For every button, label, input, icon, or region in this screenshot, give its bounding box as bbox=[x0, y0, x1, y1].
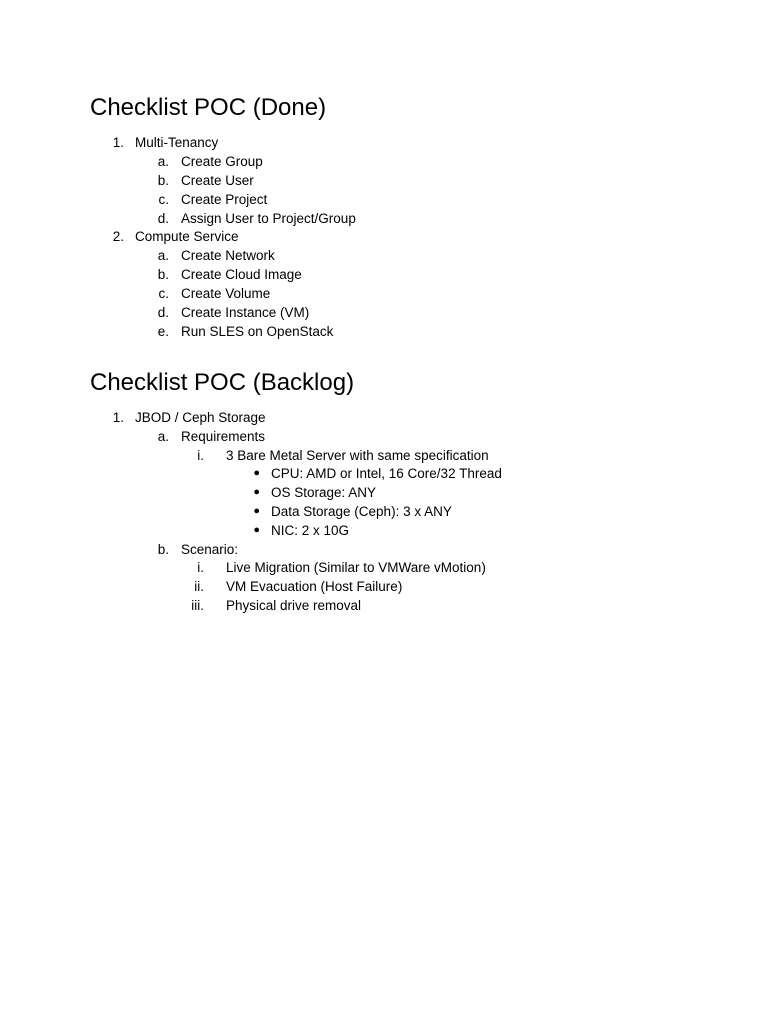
list-item-text: Create Volume bbox=[181, 286, 271, 301]
list-item-text: Live Migration (Similar to VMWare vMotion) bbox=[226, 560, 486, 575]
list-marker: iii. bbox=[191, 598, 204, 613]
list-marker: b. bbox=[157, 173, 169, 188]
list-item-text: Create Network bbox=[181, 248, 275, 263]
list-item-text: Create Project bbox=[181, 192, 268, 207]
list-marker: c. bbox=[158, 192, 169, 207]
list-item-text: Create Cloud Image bbox=[181, 267, 302, 282]
list-item-text: Compute Service bbox=[135, 229, 239, 244]
bullet-icon: ● bbox=[253, 486, 260, 498]
list-marker: i. bbox=[197, 448, 204, 463]
section-heading-done: Checklist POC (Done) bbox=[90, 94, 327, 121]
list-item-text: Run SLES on OpenStack bbox=[181, 324, 334, 339]
list-marker: 1. bbox=[112, 135, 124, 150]
list-item-text: Create Group bbox=[181, 154, 263, 169]
list-item-text: VM Evacuation (Host Failure) bbox=[226, 579, 403, 594]
list-marker: b. bbox=[157, 267, 169, 282]
list-item-text: Create User bbox=[181, 173, 254, 188]
list-item-text: JBOD / Ceph Storage bbox=[135, 410, 266, 425]
list-item-text: Requirements bbox=[181, 429, 266, 444]
bullet-icon: ● bbox=[253, 467, 260, 479]
bullet-icon: ● bbox=[253, 524, 260, 536]
list-marker: e. bbox=[157, 324, 169, 339]
list-marker: 1. bbox=[112, 410, 124, 425]
list-marker: 2. bbox=[112, 229, 124, 244]
section-heading-backlog: Checklist POC (Backlog) bbox=[90, 369, 355, 396]
list-marker: d. bbox=[157, 211, 169, 226]
list-item-text: OS Storage: ANY bbox=[271, 485, 377, 500]
list-marker: b. bbox=[157, 542, 169, 557]
list-item-text: CPU: AMD or Intel, 16 Core/32 Thread bbox=[271, 466, 502, 481]
bullet-icon: ● bbox=[253, 505, 260, 517]
list-marker: d. bbox=[157, 305, 169, 320]
list-item-text: NIC: 2 x 10G bbox=[271, 523, 350, 538]
list-item-text: Create Instance (VM) bbox=[181, 305, 310, 320]
list-item-text: Assign User to Project/Group bbox=[181, 211, 356, 226]
list-item-text: Physical drive removal bbox=[226, 598, 362, 613]
list-item-text: Scenario: bbox=[181, 542, 239, 557]
list-marker: a. bbox=[157, 154, 169, 169]
list-item-text: 3 Bare Metal Server with same specification bbox=[226, 448, 489, 463]
list-item-text: Data Storage (Ceph): 3 x ANY bbox=[271, 504, 452, 519]
list-marker: c. bbox=[158, 286, 169, 301]
list-marker: a. bbox=[157, 429, 169, 444]
list-marker: i. bbox=[197, 560, 204, 575]
list-item-text: Multi-Tenancy bbox=[135, 135, 219, 150]
list-marker: a. bbox=[157, 248, 169, 263]
list-marker: ii. bbox=[194, 579, 204, 594]
